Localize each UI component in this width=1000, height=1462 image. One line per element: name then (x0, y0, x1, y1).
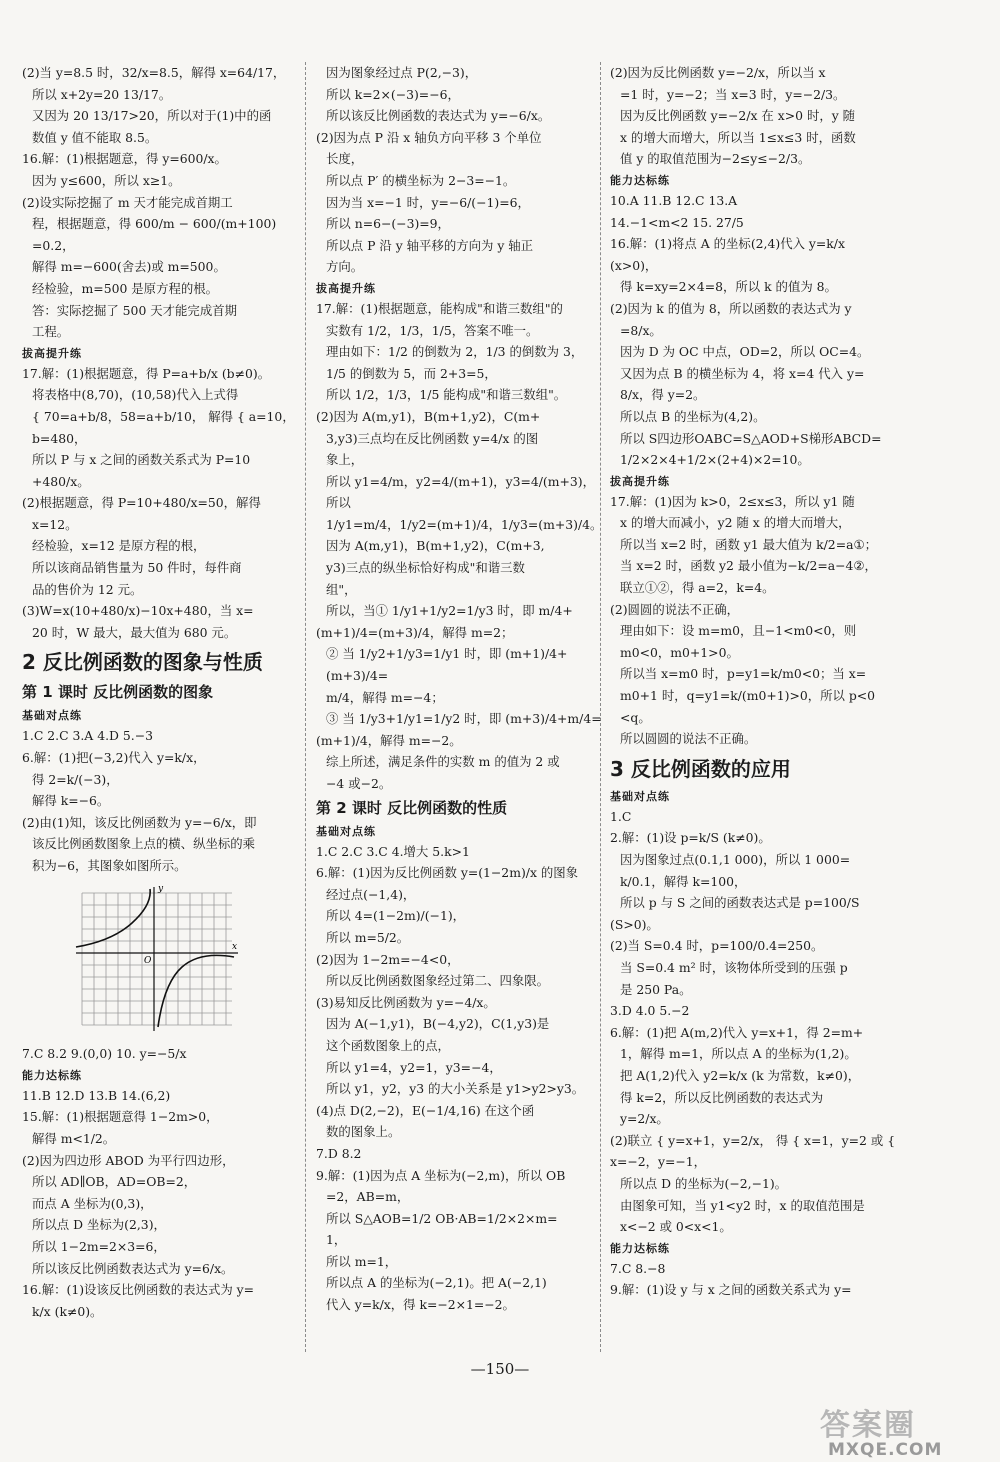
text-line: 3.D 4.0 5.−2 (610, 1003, 690, 1019)
col1-block-5 (22, 1085, 312, 1323)
text-line: 所以反比例函数图象经过第二、四象限。 (326, 973, 550, 989)
col3-block-5 (610, 1258, 900, 1301)
text-line: 1/y1=m/4，1/y2=(m+1)/4，1/y3=(m+3)/4。 (326, 516, 603, 532)
text-line: =1 时，y=−2；当 x=3 时，y=−2/3。 (620, 86, 846, 102)
column-3 (610, 62, 900, 1352)
section-label-ability: 能力达标练 (610, 173, 670, 187)
column-1 (22, 62, 312, 1352)
text-line: k/0.1，解得 k=100， (620, 873, 747, 889)
text-line: 而点 A 坐标为(0,3)， (32, 1195, 153, 1211)
text-line: (2)根据题意，得 P=10+480/x=50，解得 (22, 495, 261, 511)
text-line: 1，解得 m=1，所以点 A 的坐标为(1,2)。 (620, 1046, 857, 1062)
curve-branch-q4 (158, 955, 234, 1027)
text-line: 17.解：(1)因为 k>0，2≤x≤3，所以 y1 随 (610, 493, 855, 509)
section-label-extension: 拔高提升练 (22, 346, 82, 360)
text-line: x=12。 (32, 516, 78, 532)
text-line: (m+1)/4=(m+3)/4，解得 m=2； (316, 624, 514, 640)
text-line: (2)因为反比例函数 y=−2/x，所以当 x (610, 65, 826, 80)
text-line: 理由如下：1/2 的倒数为 2，1/3 的倒数为 3， (326, 344, 584, 360)
text-line: 1， (326, 1232, 347, 1248)
text-line: (2)因为 A(m,y1)，B(m+1,y2)，C(m+ (316, 408, 541, 424)
chapter-title: 2 反比例函数的图象与性质 (22, 650, 263, 675)
text-line: 2.解：(1)设 p=k/S (k≠0)。 (610, 830, 771, 846)
text-line: 经检验，x=12 是原方程的根， (32, 538, 206, 554)
text-line: 所以 p 与 S 之间的函数表达式是 p=100/S (620, 895, 860, 911)
column-2 (316, 62, 606, 1352)
text-line: 又因为点 B 的横坐标为 4，将 x=4 代入 y= (620, 365, 865, 381)
col2-block-3 (316, 841, 606, 1316)
text-line: 所以 P 与 x 之间的函数关系式为 P=10 (32, 452, 251, 468)
col3-block-4 (610, 806, 900, 1238)
text-line: 经检验，m=500 是原方程的根。 (32, 280, 219, 296)
text-line: 品的售价为 12 元。 (32, 581, 143, 597)
text-line: 解得 k=−6。 (32, 793, 110, 809)
col1-block-1 (22, 62, 312, 343)
text-line: (S>0)。 (610, 916, 659, 932)
text-line: 14.−1<m<2 15. 27/5 (610, 214, 744, 230)
text-line: 数值 y 值不能取 8.5。 (32, 129, 158, 145)
text-line: 所以 AD∥OB，AD=OB=2， (32, 1174, 197, 1190)
text-line: 所以 1−2m=2×3=6， (32, 1238, 166, 1254)
text-line: 16.解：(1)根据题意，得 y=600/x。 (22, 151, 227, 167)
text-line: 所以点 P′ 的横坐标为 2−3=−1。 (326, 172, 516, 188)
text-line: (x>0)， (610, 257, 658, 273)
text-line: 因为图象经过点 P(2,−3)， (326, 65, 478, 80)
text-line: ③ 当 1/y3+1/y1=1/y2 时，即 (m+3)/4+m/4= (326, 711, 602, 727)
text-line: 因为 A(m,y1)，B(m+1,y2)，C(m+3, (326, 538, 545, 554)
chapter-title: 3 反比例函数的应用 (610, 756, 791, 781)
text-line: (2)因为 k 的值为 8，所以函数的表达式为 y (610, 300, 852, 316)
text-line: 该反比例函数图象上点的横、纵坐标的乘 (32, 836, 256, 852)
text-line: 当 S=0.4 m² 时，该物体所受到的压强 p (620, 959, 848, 975)
text-line: (2)当 S=0.4 时，p=100/0.4=250。 (610, 938, 824, 954)
text-line: 所以点 D 坐标为(2,3)， (32, 1217, 166, 1233)
text-line: −4 或−2。 (326, 776, 392, 791)
text-line: 17.解：(1)根据题意，得 P=a+b/x (b≠0)。 (22, 365, 271, 381)
text-line: 所以，当① 1/y1+1/y2=1/y3 时，即 m/4+ (326, 603, 573, 619)
text-line: (4)点 D(2,−2)，E(−1/4,16) 在这个函 (316, 1102, 535, 1118)
watermark-site: MXQE.COM (828, 1440, 943, 1460)
text-line: =8/x。 (620, 322, 662, 338)
text-line: (2)当 y=8.5 时，32/x=8.5，解得 x=64/17， (22, 65, 286, 80)
text-line: x 的增大而增大，所以当 1≤x≤3 时，函数 (620, 129, 856, 145)
text-line: 工程。 (32, 324, 70, 340)
text-line: 8/x，得 y=2。 (620, 387, 706, 403)
text-line: 所以该反比例函数的表达式为 y=−6/x。 (326, 108, 551, 124)
text-line: (2)设实际挖掘了 m 天才能完成首期工 (22, 194, 233, 210)
text-line: 因为 y≤600，所以 x≥1。 (32, 172, 181, 188)
text-line: 所以点 D 的坐标为(−2,−1)。 (620, 1175, 788, 1191)
text-line: 9.解：(1)设 y 与 x 之间的函数关系式为 y= (610, 1282, 852, 1298)
text-line: 1/2×2×4+1/2×(2+4)×2=10。 (620, 452, 810, 468)
text-line: 因为 D 为 OC 中点，OD=2，所以 OC=4。 (620, 344, 870, 360)
text-line: (3)W=x(10+480/x)−10x+480，当 x= (22, 603, 254, 619)
text-line: 所以 n=6−(−3)=9， (326, 216, 450, 232)
text-line: 方向。 (326, 259, 364, 275)
text-line: 1.C (610, 808, 632, 824)
text-line: 所以 y1=4，y2=1，y3=−4， (326, 1059, 502, 1075)
text-line: 7.C 8.2 9.(0,0) 10. y=−5/x (22, 1046, 187, 1062)
text-line: 又因为 20 13/17>20，所以对于(1)中的函 (32, 108, 272, 124)
x-axis-label: x (232, 941, 238, 952)
text-line: 9.解：(1)因为点 A 坐标为(−2,m)，所以 OB (316, 1167, 566, 1183)
col3-block-2 (610, 190, 900, 471)
text-line: 联立①②，得 a=2，k=4。 (620, 580, 775, 596)
text-line: 实数有 1/2，1/3，1/5，答案不唯一。 (326, 322, 539, 338)
y-axis-label: y (158, 883, 164, 894)
text-line: 1.C 2.C 3.A 4.D 5.−3 (22, 728, 153, 744)
text-line: 因为图象过点(0.1,1 000)，所以 1 000= (620, 852, 851, 867)
text-line: 得 2=k/(−3)， (32, 771, 119, 787)
text-line: x 的增大而减小，y2 随 x 的增大而增大， (620, 515, 851, 531)
lesson-title: 第 2 课时 反比例函数的性质 (316, 798, 508, 817)
text-line: 所以 y1，y2，y3 的大小关系是 y1>y2>y3。 (326, 1081, 585, 1097)
text-line: (2)因为 1−2m=−4<0， (316, 951, 460, 967)
text-line: 由图象可知，当 y1<y2 时，x 的取值范围是 (620, 1197, 865, 1213)
text-line: { 70=a+b/8，58=a+b/10， 解得 { a=10，b=480， (32, 408, 295, 446)
text-line: 因为 A(−1,y1)，B(−4,y2)，C(1,y3)是 (326, 1016, 550, 1032)
text-line: (2)因为四边形 ABOD 为平行四边形， (22, 1152, 235, 1168)
text-line: 17.解：(1)根据题意，能构成"和谐三数组"的 (316, 300, 563, 316)
text-line: 这个函数图象上的点， (326, 1037, 450, 1053)
section-label-basic: 基础对点练 (22, 709, 82, 723)
text-line: 6.解：(1)因为反比例函数 y=(1−2m)/x 的图象 (316, 865, 579, 881)
text-line: (2)因为点 P 沿 x 轴负方向平移 3 个单位 (316, 129, 542, 145)
text-line: 所以圆圆的说法不正确。 (620, 731, 757, 747)
text-line: y3)三点的纵坐标恰好构成"和谐三数 (326, 560, 525, 576)
watermark-logo: 答案圈 (820, 1408, 916, 1443)
text-line: 当 x=2 时，函数 y2 最小值为−k/2=a−4②， (620, 558, 877, 574)
text-line: 所以当 x=m0 时，p=y1=k/m0<0；当 x= (620, 666, 867, 682)
text-line: 10.A 11.B 12.C 13.A (610, 192, 738, 208)
text-line: 所以点 P 沿 y 轴平移的方向为 y 轴正 (326, 237, 534, 253)
text-line: 代入 y=k/x，得 k=−2×1=−2。 (326, 1297, 515, 1313)
text-line: 1/5 的倒数为 5，而 2+3=5， (326, 365, 497, 381)
text-line: m/4，解得 m=−4； (326, 689, 444, 705)
col1-block-4 (22, 1043, 312, 1065)
text-line: 所以 k=2×(−3)=−6， (326, 86, 460, 102)
col1-block-3 (22, 725, 312, 876)
text-line: 所以 y1=4/m，y2=4/(m+1)，y3=4/(m+3)，所以 (326, 473, 595, 511)
text-line: 理由如下：设 m=m0，且−1<m0<0，则 (620, 623, 857, 639)
text-line: (2)联立 { y=x+1，y=2/x， 得 { x=1，y=2 或 { x=−2，y=−1， (610, 1132, 896, 1170)
section-label-extension: 拔高提升练 (316, 281, 376, 295)
text-line: 所以 1/2，1/3，1/5 能构成"和谐三数组"。 (326, 387, 567, 403)
text-line: 所以 4=(1−2m)/(−1)， (326, 908, 466, 924)
lesson-title: 第 1 课时 反比例函数的图象 (22, 683, 214, 702)
text-line: 7.D 8.2 (316, 1145, 362, 1161)
section-label-ability: 能力达标练 (610, 1241, 670, 1255)
text-line: 1.C 2.C 3.C 4.增大 5.k>1 (316, 843, 470, 859)
text-line: (3)易知反比例函数为 y=−4/x。 (316, 994, 496, 1010)
page-number: —150— (470, 1360, 530, 1378)
text-line: 得 k=2，所以反比例函数的表达式为 (620, 1089, 824, 1105)
text-line: 3,y3)三点均在反比例函数 y=4/x 的图 (326, 430, 539, 446)
text-line: +480/x。 (32, 473, 90, 489)
text-line: 积为−6，其图象如图所示。 (32, 858, 187, 873)
text-line: (m+1)/4，解得 m=−2。 (316, 732, 462, 748)
text-line: 数的图象上。 (326, 1124, 401, 1140)
text-line: 是 250 Pa。 (620, 981, 692, 997)
text-line: 11.B 12.D 13.B 14.(6,2) (22, 1087, 171, 1103)
text-line: 所以 m=1， (326, 1253, 398, 1269)
text-line: 综上所述，满足条件的实数 m 的值为 2 或 (326, 754, 560, 770)
col3-block-1 (610, 62, 900, 170)
text-line: 20 时，W 最大，最大值为 680 元。 (32, 624, 237, 640)
text-line: <q。 (620, 709, 651, 725)
text-line: 将表格中(8,70)，(10,58)代入上式得 (32, 387, 239, 403)
section-label-extension: 拔高提升练 (610, 474, 670, 488)
col2-block-1 (316, 62, 606, 278)
hyperbola-graph (72, 883, 242, 1033)
section-label-basic: 基础对点练 (316, 824, 376, 838)
text-line: =2，AB=m， (326, 1189, 410, 1205)
text-line: 经过点(−1,4)， (326, 886, 416, 902)
text-line: 解得 m<1/2。 (32, 1130, 116, 1146)
text-line: (2)由(1)知，该反比例函数为 y=−6/x，即 (22, 814, 257, 830)
text-line: 因为当 x=−1 时，y=−6/(−1)=6， (326, 194, 530, 210)
text-line: 所以点 B 的坐标为(4,2)。 (620, 408, 766, 424)
col1-block-2 (22, 363, 312, 644)
text-line: m0<0，m0+1>0。 (620, 644, 739, 660)
text-line: 程，根据题意，得 600/m − 600/(m+100) =0.2， (32, 216, 277, 253)
text-line: 7.C 8.−8 (610, 1260, 666, 1276)
text-line: m0+1 时，q=y1=k/(m0+1)>0，所以 p<0 (620, 688, 876, 704)
text-line: 答：实际挖掘了 500 天才能完成首期 (32, 302, 237, 318)
text-line: 把 A(1,2)代入 y2=k/x (k 为常数，k≠0)， (620, 1067, 861, 1083)
section-label-ability: 能力达标练 (22, 1068, 82, 1082)
text-line: 所以点 A 的坐标为(−2,1)。把 A(−2,1) (326, 1275, 547, 1291)
graph-grid (82, 893, 232, 1025)
text-line: 所以该商品销售量为 50 件时，每件商 (32, 560, 242, 576)
text-line: ② 当 1/y2+1/y3=1/y1 时，即 (m+1)/4+(m+3)/4= (326, 646, 568, 684)
text-line: x<−2 或 0<x<1。 (620, 1219, 732, 1235)
text-line: y=2/x。 (620, 1111, 669, 1127)
col2-block-2 (316, 298, 606, 795)
text-line: 象上， (326, 452, 364, 468)
section-label-basic: 基础对点练 (610, 789, 670, 803)
text-line: 15.解：(1)根据题意得 1−2m>0， (22, 1109, 219, 1125)
text-line: 长度， (326, 151, 364, 167)
text-line: 所以该反比例函数表达式为 y=6/x。 (32, 1260, 234, 1276)
text-line: (2)圆圆的说法不正确， (610, 601, 740, 617)
text-line: 16.解：(1)设该反比例函数的表达式为 y= (22, 1282, 255, 1298)
text-line: 组"， (326, 581, 357, 597)
text-line: 所以 S四边形OABC=S△AOD+S梯形ABCD= (620, 430, 882, 446)
text-line: 得 k=xy=2×4=8，所以 k 的值为 8。 (620, 279, 837, 295)
text-line: 所以当 x=2 时，函数 y1 最大值为 k/2=a①； (620, 536, 877, 552)
text-line: k/x (k≠0)。 (32, 1303, 103, 1319)
text-line: 解得 m=−600(舍去)或 m=500。 (32, 259, 226, 275)
text-line: 所以 m=5/2。 (326, 929, 410, 945)
text-line: 6.解：(1)把 A(m,2)代入 y=x+1，得 2=m+ (610, 1024, 864, 1040)
col3-block-3 (610, 491, 900, 750)
curve-branch-q2 (76, 889, 150, 947)
text-line: 6.解：(1)把(−3,2)代入 y=k/x， (22, 750, 206, 766)
text-line: 值 y 的取值范围为−2≤y≤−2/3。 (620, 151, 811, 167)
text-line: 所以 S△AOB=1/2 OB·AB=1/2×2×m= (326, 1210, 558, 1226)
text-line: 所以 x+2y=20 13/17。 (32, 86, 172, 102)
text-line: 因为反比例函数 y=−2/x 在 x>0 时，y 随 (620, 108, 856, 124)
origin-label: O (144, 955, 152, 966)
text-line: 16.解：(1)将点 A 的坐标(2,4)代入 y=k/x (610, 236, 845, 252)
